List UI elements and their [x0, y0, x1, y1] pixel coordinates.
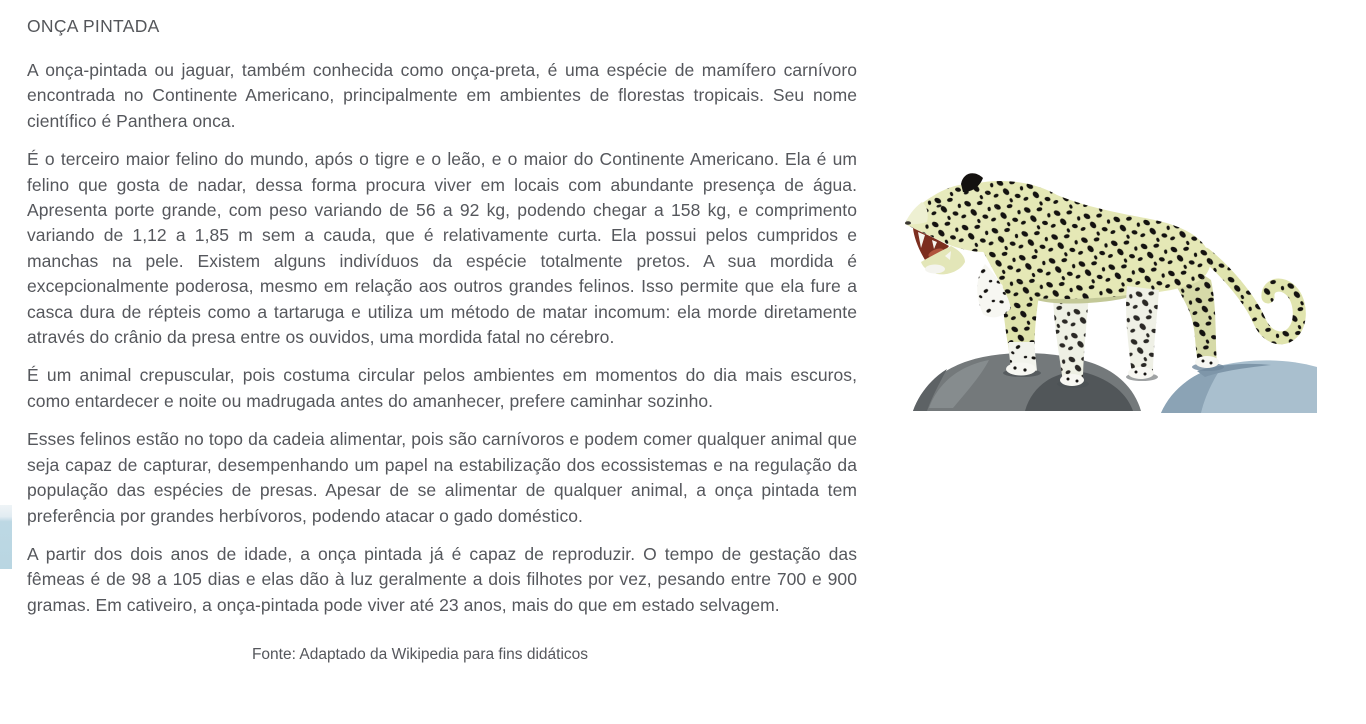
- jaguar-body: [965, 181, 1210, 304]
- right-rock: [1161, 360, 1317, 413]
- jaguar-svg: [905, 168, 1317, 413]
- jaguar-illustration: [905, 168, 1317, 413]
- paragraph-habits: É um animal crepuscular, pois costuma circular pelos ambientes em momentos do dia mais escuros, como entardecer e noite ou madrugada antes do amanhecer, prefere caminhar sozinho.: [27, 365, 857, 411]
- paragraph-food-chain: Esses felinos estão no topo da cadeia alimentar, pois são carnívoros e podem comer qualquer animal que seja capaz de capturar, desempenhando um papel na estabilização dos ecossistemas e na regulação da população das espécies de presas. Apesar de se alimentar de qualquer animal, a onça pintada tem preferência por grandes herbívoros, podendo atacar o gado doméstico.: [27, 429, 857, 526]
- document-text-column: [27, 16, 857, 664]
- jaguar-tail: [1205, 254, 1299, 338]
- paragraph-physical: É o terceiro maior felino do mundo, após o tigre e o leão, e o maior do Continente Americano. Ela é um felino que gosta de nadar, dessa forma procura viver em locais com abundante presença de água. Apresenta porte grande, com peso variando de 56 a 92 kg, podendo chegar a 158 kg, e comprimento variando de 1,12 a 1,85 m sem a cauda, que é relativamente curta. Ela possui pelos cumpridos e manchas na pele. Existem alguns indivíduos da espécie totalmente pretos. A sua mordida é excepcionalmente poderosa, mesmo em relação aos outros grandes felinos. Isso permite que ela fure a casca dura de répteis como a tartaruga e utiliza um método de matar incomum: ela morde diretamente através do crânio da presa entre os ouvidos, uma mordida fatal no cérebro.: [27, 149, 857, 348]
- paragraph-intro: A onça-pintada ou jaguar, também conhecida como onça-preta, é uma espécie de mamífero carnívoro encontrada no Continente Americano, principalmente em ambientes de florestas tropicais. Seu nome científico é Panthera onca.: [27, 60, 857, 131]
- jaguar-nose: [905, 221, 911, 225]
- paragraph-reproduction: A partir dos dois anos de idade, a onça pintada já é capaz de reproduzir. O tempo de gestação das fêmeas é de 98 a 105 dias e elas dão à luz geralmente a dois filhotes por vez, pesando entre 700 e 900 gramas. Em cativeiro, a onça-pintada pode viver até 23 anos, mais do que em estado selvagem.: [27, 543, 857, 615]
- page-title: ONÇA PINTADA: [27, 16, 160, 36]
- source-credit: Fonte: Adaptado da Wikipedia para fins didáticos: [251, 646, 589, 664]
- window-edge-fragment: [0, 505, 12, 569]
